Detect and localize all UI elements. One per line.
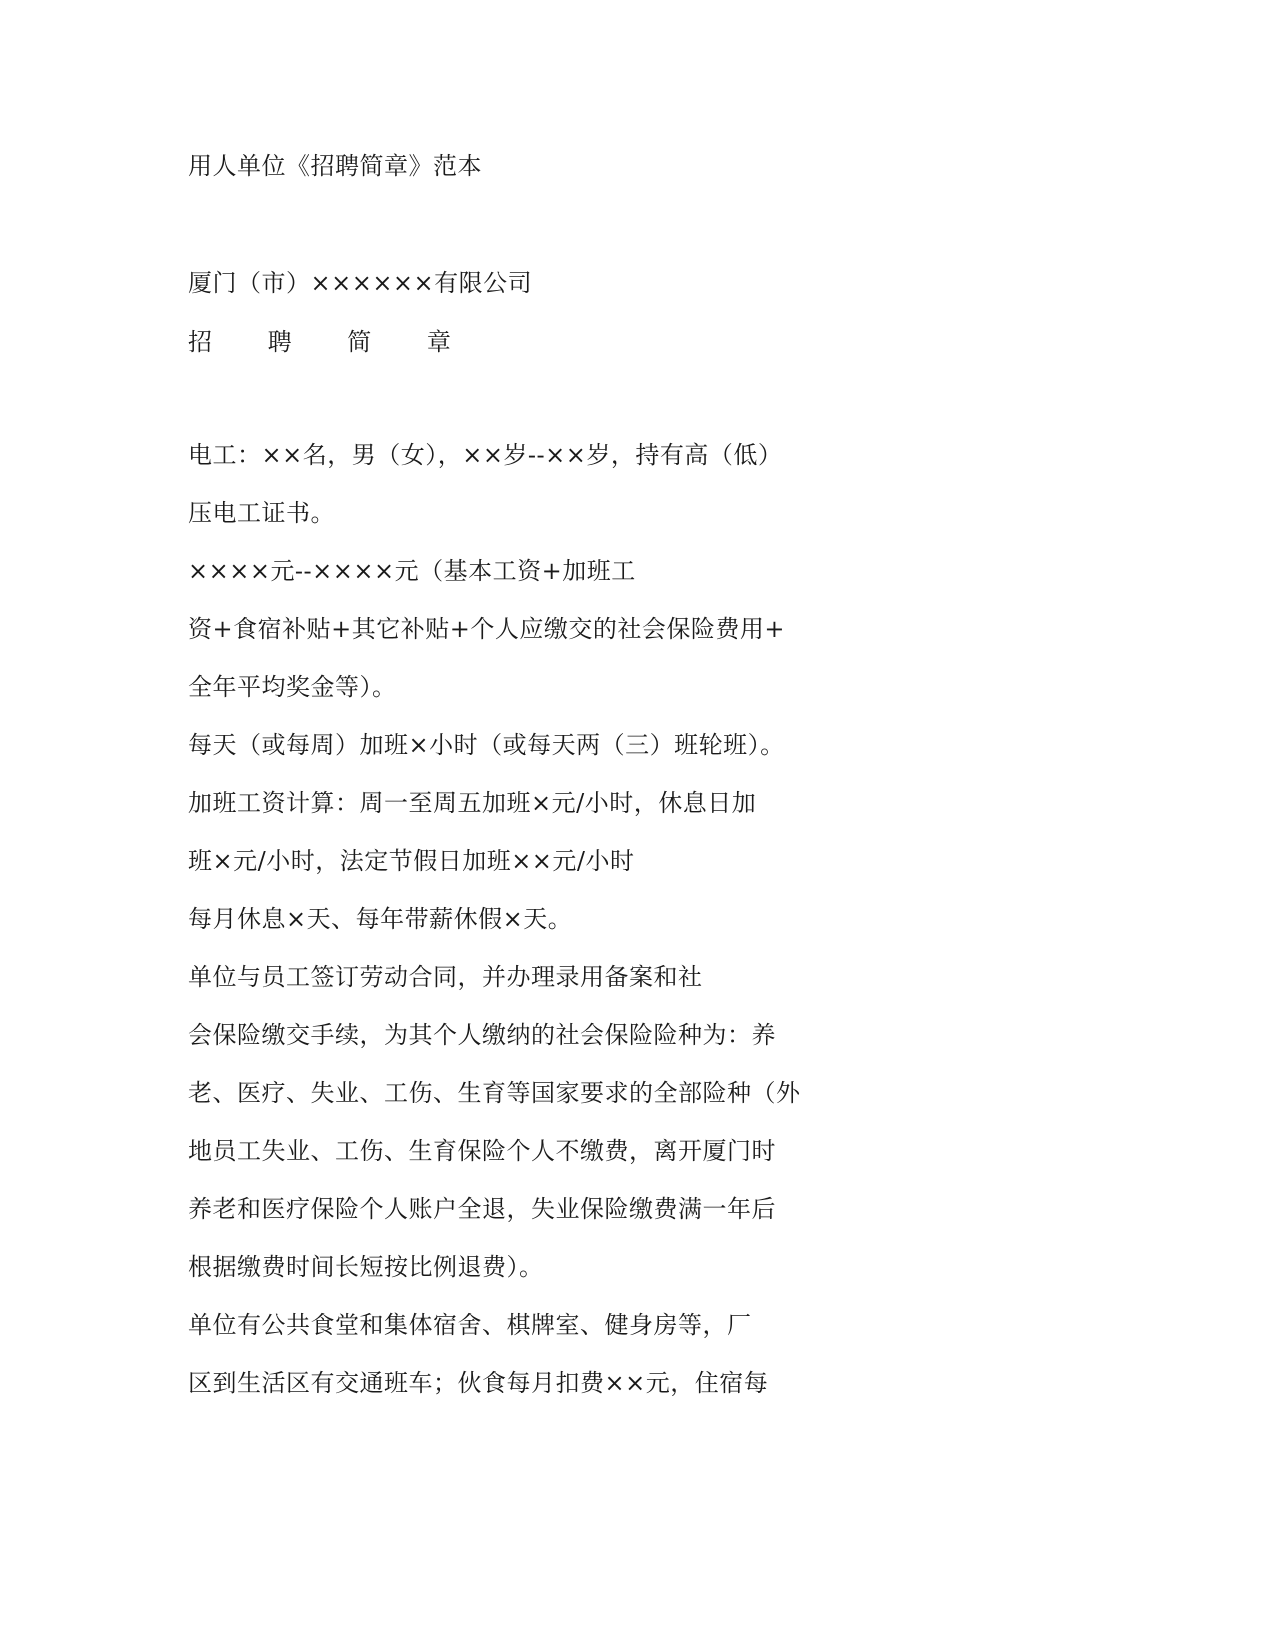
body-line: 全年平均奖金等）。: [188, 673, 397, 701]
body-line: 地员工失业、工伤、生育保险个人不缴费，离开厦门时: [188, 1137, 776, 1165]
company-name: 厦门（市）××××××有限公司: [188, 269, 533, 297]
document-title: 用人单位《招聘简章》范本: [188, 152, 482, 180]
body-line: 班×元/小时，法定节假日加班××元/小时: [188, 847, 635, 875]
body-line: 根据缴费时间长短按比例退费）。: [188, 1253, 544, 1281]
body-line: 单位有公共食堂和集体宿舍、棋牌室、健身房等，厂: [188, 1311, 752, 1339]
body-line: 加班工资计算：周一至周五加班×元/小时，休息日加: [188, 789, 757, 817]
recruitment-heading: 招 聘 简 章: [188, 328, 475, 356]
body-line: 压电工证书。: [188, 499, 335, 527]
body-line: 养老和医疗保险个人账户全退，失业保险缴费满一年后: [188, 1195, 776, 1223]
body-line: 电工：××名，男（女），××岁--××岁，持有高（低）: [188, 441, 783, 469]
body-line: 老、医疗、失业、工伤、生育等国家要求的全部险种（外: [188, 1079, 801, 1107]
body-line: 资+食宿补贴+其它补贴+个人应缴交的社会保险费用+: [188, 615, 785, 643]
body-line: 每月休息×天、每年带薪休假×天。: [188, 905, 573, 933]
body-line: ××××元--××××元（基本工资+加班工: [188, 557, 636, 585]
body-line: 单位与员工签订劳动合同，并办理录用备案和社: [188, 963, 703, 991]
body-line: 会保险缴交手续，为其个人缴纳的社会保险险种为：养: [188, 1021, 776, 1049]
body-line: 区到生活区有交通班车；伙食每月扣费××元，住宿每: [188, 1369, 769, 1397]
body-line: 每天（或每周）加班×小时（或每天两（三）班轮班）。: [188, 731, 785, 759]
